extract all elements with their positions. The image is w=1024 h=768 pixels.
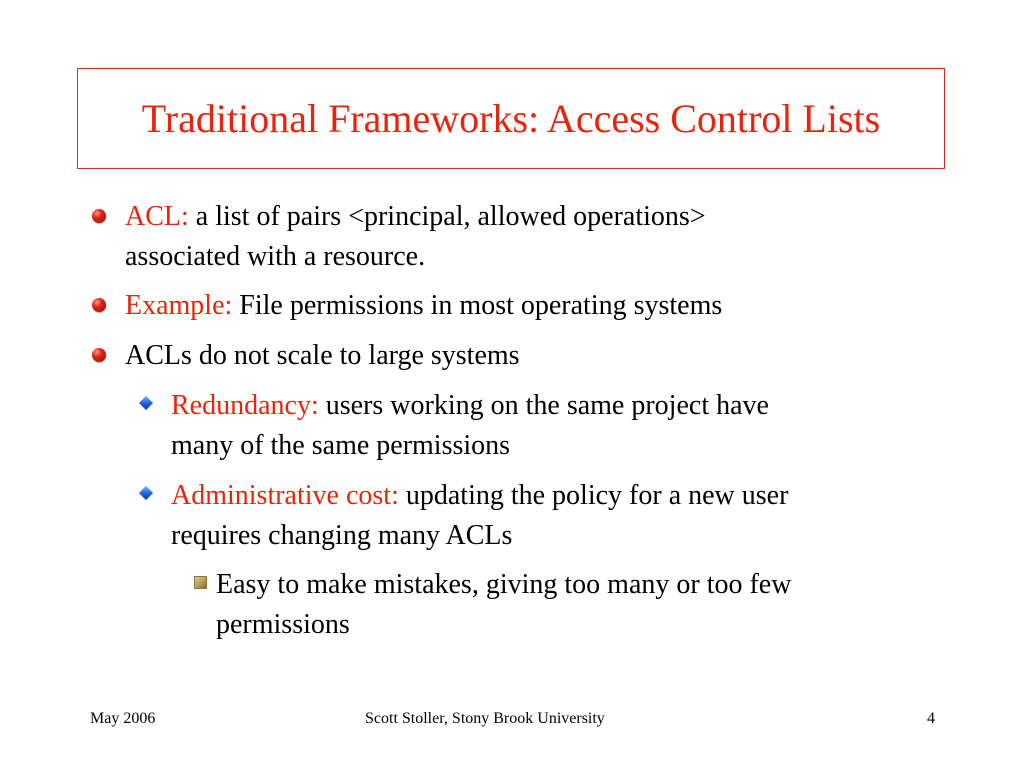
title-frame xyxy=(77,68,945,169)
subsubbullet-mistakes-line2: permissions xyxy=(216,609,350,640)
subbullet-redundancy-line2: many of the same permissions xyxy=(171,430,511,461)
subbullet-admin-line1 xyxy=(171,476,788,516)
blue-diamond-icon xyxy=(139,396,153,410)
bullet-label: ACL: xyxy=(125,201,189,232)
subbullet-admin-line2: requires changing many ACLs xyxy=(171,520,513,551)
bullet-scale: ACLs do not scale to large systems xyxy=(125,340,520,371)
bullet-example xyxy=(125,286,722,326)
bullet-text: a list of pairs <principal, allowed operations> xyxy=(188,201,706,232)
bullet-text: users working on the same project have xyxy=(318,390,769,421)
bullet-label: Administrative cost: xyxy=(171,480,399,511)
footer-date: May 2006 xyxy=(90,710,156,727)
subbullet-redundancy-line1 xyxy=(171,386,769,426)
bullet-acl-line2: associated with a resource. xyxy=(125,241,426,272)
bullet-text: updating the policy for a new user xyxy=(398,480,789,511)
bullet-label: Example: xyxy=(125,290,233,321)
bullet-label: Redundancy: xyxy=(171,390,319,421)
subsubbullet-mistakes-line1: Easy to make mistakes, giving too many or too few xyxy=(216,569,792,600)
slide-title: Traditional Frameworks: Access Control Lists xyxy=(141,96,881,141)
footer-author: Scott Stoller, Stony Brook University xyxy=(365,710,605,727)
red-ball-icon xyxy=(92,209,106,223)
bullet-acl-line1 xyxy=(125,197,706,237)
red-ball-icon xyxy=(92,298,106,312)
blue-diamond-icon xyxy=(139,486,153,500)
red-ball-icon xyxy=(92,348,106,362)
bullet-text: File permissions in most operating systems xyxy=(232,290,723,321)
footer-page-number: 4 xyxy=(927,710,935,727)
tan-square-icon xyxy=(194,576,207,589)
